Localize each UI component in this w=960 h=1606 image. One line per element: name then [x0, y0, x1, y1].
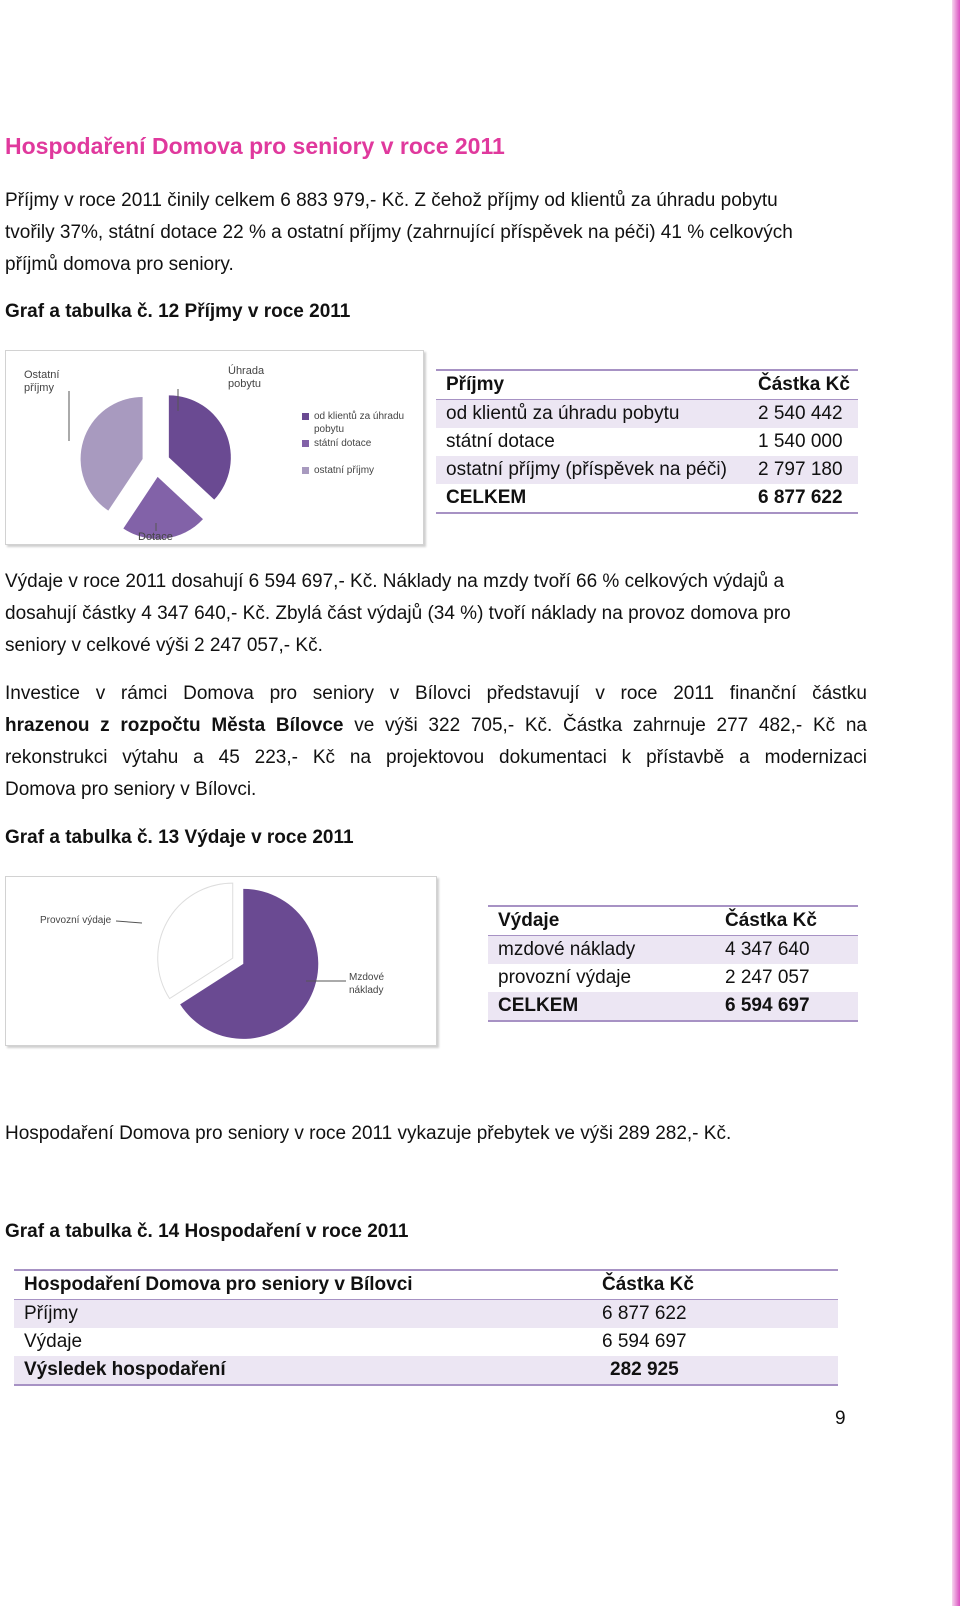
legend-item-ostatni: ostatní příjmy	[302, 464, 374, 477]
page-edge-decoration	[952, 0, 960, 1606]
intro-paragraph	[5, 185, 867, 281]
intro-line: Příjmy v roce 2011 činily celkem 6 883 979,- Kč. Z čehož příjmy od klientů za úhradu pobytu	[5, 190, 778, 211]
table-cell: Příjmy	[14, 1300, 592, 1329]
table-cell: 282 925	[592, 1356, 838, 1385]
text-line: Investice v rámci Domova pro seniory v Bílovci představují v roce 2011 finanční částku	[5, 683, 867, 704]
pie-slice-uhrada	[169, 395, 231, 499]
table-cell: 6 877 622	[592, 1300, 838, 1329]
table-row	[436, 428, 858, 456]
label-mzdove-naklady: Mzdové náklady	[349, 972, 385, 996]
text-line: rekonstrukci výtahu a 45 223,- Kč na projektovou dokumentaci k přístavbě a modernizaci	[5, 747, 867, 768]
expenses-paragraph	[5, 566, 867, 662]
label-ostatni-prijmy: Ostatní příjmy	[24, 369, 60, 394]
legend-item-klienti: od klientů za úhradu pobytu	[302, 410, 404, 436]
table-cell: od klientů za úhradu pobytu	[436, 400, 748, 429]
table-total-row	[488, 992, 858, 1021]
table-cell: ostatní příjmy (příspěvek na péči)	[436, 456, 748, 484]
table-cell: CELKEM	[436, 484, 748, 513]
table-header-row	[14, 1270, 838, 1300]
expenses-pie-svg	[6, 877, 436, 1045]
page-heading: Hospodaření Domova pro seniory v roce 2011	[5, 133, 505, 159]
text-line: Výdaje v roce 2011 dosahují 6 594 697,- Kč. Náklady na mzdy tvoří 66 % celkových výdajů a	[5, 571, 785, 592]
pie-slice-dotace	[123, 477, 203, 539]
table-cell: 2 797 180	[748, 456, 858, 484]
text-line: hrazenou z rozpočtu Města Bílovce ve výši 322 705,- Kč. Částka zahrnuje 277 482,- Kč na	[5, 715, 867, 736]
result-table	[14, 1269, 838, 1386]
graph13-title: Graf a tabulka č. 13 Výdaje v roce 2011	[5, 827, 354, 848]
table-total-row	[436, 484, 858, 513]
table-cell: 4 347 640	[715, 936, 858, 965]
table-row	[488, 964, 858, 992]
table-row	[14, 1300, 838, 1329]
table-total-row	[14, 1356, 838, 1385]
table-header-cell: Částka Kč	[592, 1270, 838, 1300]
table-cell: 6 594 697	[602, 1331, 687, 1352]
label-provozni-vydaje: Provozní výdaje	[40, 915, 112, 926]
intro-line: příjmů domova pro seniory.	[5, 254, 234, 275]
expenses-chart	[5, 876, 437, 1046]
text-line: Domova pro seniory v Bílovci.	[5, 779, 257, 800]
label-uhrada-pobytu: Úhrada pobytu	[228, 365, 265, 390]
table-header-cell: Výdaje	[488, 906, 715, 936]
graph14-title: Graf a tabulka č. 14 Hospodaření v roce 2011	[5, 1221, 409, 1242]
legend-swatch	[302, 440, 309, 447]
income-table	[436, 369, 858, 514]
table-cell: Výsledek hospodaření	[14, 1356, 592, 1385]
label-dotace: Dotace	[138, 531, 173, 543]
bold-phrase: hrazenou z rozpočtu Města Bílovce	[5, 715, 344, 736]
table-cell: provozní výdaje	[498, 967, 632, 988]
table-header-row	[488, 906, 858, 936]
table-row	[436, 456, 858, 484]
expenses-table	[488, 905, 858, 1022]
table-cell: 6 877 622	[748, 484, 858, 513]
table-cell: 1 540 000	[758, 431, 843, 452]
page-number: 9	[835, 1408, 846, 1429]
legend-swatch	[302, 413, 309, 420]
income-chart	[5, 350, 424, 545]
table-row	[488, 936, 858, 965]
table-header-cell: Částka Kč	[748, 370, 858, 400]
table-cell: státní dotace	[446, 431, 555, 452]
table-header-row	[436, 370, 858, 400]
surplus-paragraph: Hospodaření Domova pro seniory v roce 2011 vykazuje přebytek ve výši 289 282,- Kč.	[5, 1123, 732, 1144]
table-row	[14, 1328, 838, 1356]
table-cell: mzdové náklady	[488, 936, 715, 965]
table-cell: 2 540 442	[748, 400, 858, 429]
table-header-cell: Částka Kč	[715, 906, 858, 936]
table-cell: 6 594 697	[715, 992, 858, 1021]
intro-line: tvořily 37%, státní dotace 22 % a ostatní příjmy (zahrnující příspěvek na péči) 41 % celkových	[5, 222, 793, 243]
pie-slice-ostatni	[81, 397, 143, 511]
table-row	[436, 400, 858, 429]
graph12-title: Graf a tabulka č. 12 Příjmy v roce 2011	[5, 301, 351, 322]
investment-paragraph	[5, 678, 867, 806]
text-line: seniory v celkové výši 2 247 057,- Kč.	[5, 635, 323, 656]
table-cell: Výdaje	[24, 1331, 83, 1352]
table-header-cell: Hospodaření Domova pro seniory v Bílovci	[14, 1270, 592, 1300]
table-cell: CELKEM	[488, 992, 715, 1021]
legend-swatch	[302, 467, 309, 474]
table-header-cell: Příjmy	[436, 370, 748, 400]
table-cell: 2 247 057	[725, 967, 810, 988]
legend-item-dotace: státní dotace	[302, 437, 371, 450]
text-line: dosahují částky 4 347 640,- Kč. Zbylá část výdajů (34 %) tvoří náklady na provoz domova pro	[5, 603, 791, 624]
